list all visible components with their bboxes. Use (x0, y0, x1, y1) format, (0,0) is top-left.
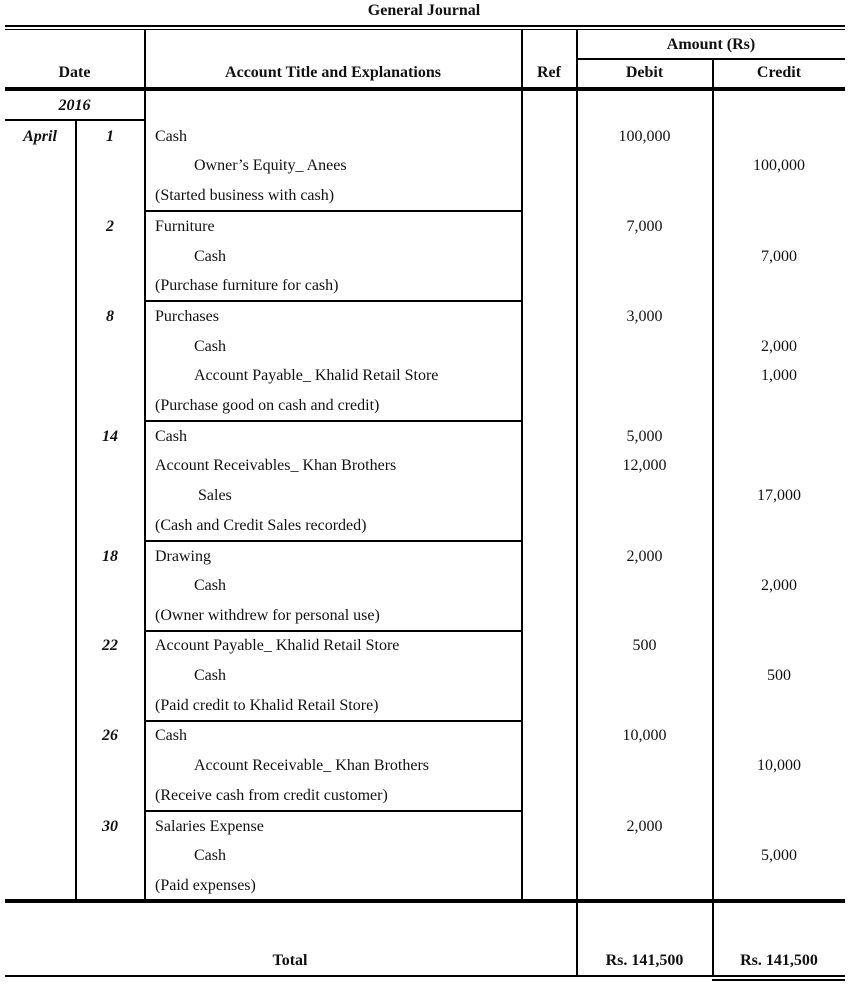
amount-header-rule (576, 58, 845, 60)
credit-amount: 7,000 (761, 248, 797, 265)
entry-line: Cash (194, 338, 226, 355)
entry-day: 1 (106, 128, 114, 145)
body-thick-rule (5, 899, 845, 903)
entry-line: Cash (194, 577, 226, 594)
year-label: 2016 (58, 97, 91, 114)
entry-line: Drawing (155, 548, 211, 565)
entry-rule (145, 420, 522, 422)
entry-line: Cash (194, 248, 226, 265)
final-double-rule (712, 979, 845, 981)
entry-rule (145, 540, 522, 542)
debit-amount: 2,000 (626, 818, 663, 835)
credit-amount: 1,000 (761, 367, 797, 384)
total-debit: Rs. 141,500 (605, 952, 684, 969)
entry-line: Cash (194, 667, 226, 684)
entry-day: 26 (102, 727, 118, 744)
credit-amount: 5,000 (761, 847, 797, 864)
entry-narration: (Receive cash from credit customer) (155, 787, 388, 804)
top-rule-2 (5, 29, 845, 31)
entry-rule (145, 300, 522, 302)
entry-line: Cash (155, 428, 187, 445)
credit-amount: 10,000 (757, 757, 801, 774)
entry-rule (145, 210, 522, 212)
top-rule (5, 25, 845, 27)
entry-narration: (Purchase good on cash and credit) (155, 397, 380, 414)
entry-narration: (Cash and Credit Sales recorded) (155, 517, 367, 534)
entry-narration: (Paid expenses) (155, 877, 256, 894)
debit-amount: 3,000 (626, 308, 663, 325)
entry-narration: (Purchase furniture for cash) (155, 277, 339, 294)
entry-rule (145, 810, 522, 812)
header-date: Date (58, 64, 91, 81)
entry-line: Cash (155, 128, 187, 145)
month-label: April (23, 128, 57, 145)
entry-day: 22 (102, 637, 118, 654)
entry-day: 18 (102, 548, 118, 565)
total-credit: Rs. 141,500 (740, 952, 818, 969)
entry-line: Account Payable_ Khalid Retail Store (155, 637, 400, 654)
header-account: Account Title and Explanations (225, 64, 441, 81)
credit-amount: 100,000 (753, 157, 805, 174)
entry-line: Sales (198, 487, 232, 504)
entry-line: Purchases (155, 308, 219, 325)
total-label: Total (272, 952, 308, 969)
header-credit: Credit (756, 64, 802, 81)
header-thick-rule (5, 87, 845, 91)
debit-amount: 7,000 (626, 218, 663, 235)
divider-date-account (144, 29, 146, 901)
header-amount: Amount (Rs) (666, 36, 756, 53)
page-title: General Journal (367, 2, 481, 19)
header-debit: Debit (625, 64, 664, 81)
debit-amount: 12,000 (622, 457, 667, 474)
credit-amount: 17,000 (757, 487, 801, 504)
entry-day: 14 (102, 428, 118, 445)
entry-rule (145, 630, 522, 632)
debit-amount: 5,000 (626, 428, 663, 445)
entry-line: Furniture (155, 218, 215, 235)
entry-line: Account Receivables_ Khan Brothers (155, 457, 397, 474)
entry-day: 30 (102, 818, 118, 835)
entry-narration: (Started business with cash) (155, 187, 335, 204)
credit-amount: 500 (767, 667, 791, 684)
debit-amount: 500 (632, 637, 657, 654)
credit-amount: 2,000 (761, 338, 797, 355)
entry-line: Owner’s Equity_ Anees (194, 157, 347, 174)
entry-line: Cash (155, 727, 187, 744)
debit-amount: 10,000 (622, 727, 667, 744)
divider-account-ref (521, 29, 523, 901)
entry-rule (145, 720, 522, 722)
entry-line: Account Payable_ Khalid Retail Store (194, 367, 439, 384)
entry-line: Account Receivable_ Khan Brothers (194, 757, 430, 774)
entry-line: Cash (194, 847, 226, 864)
entry-day: 8 (106, 308, 114, 325)
entry-line: Salaries Expense (155, 818, 264, 835)
final-rule (5, 975, 845, 977)
divider-debit-credit (712, 58, 714, 977)
entry-narration: (Owner withdrew for personal use) (155, 607, 380, 624)
debit-amount: 100,000 (618, 128, 671, 145)
entry-day: 2 (106, 218, 114, 235)
credit-amount: 2,000 (761, 577, 797, 594)
header-ref: Ref (537, 64, 561, 81)
debit-amount: 2,000 (626, 548, 663, 565)
entry-narration: (Paid credit to Khalid Retail Store) (155, 697, 379, 714)
